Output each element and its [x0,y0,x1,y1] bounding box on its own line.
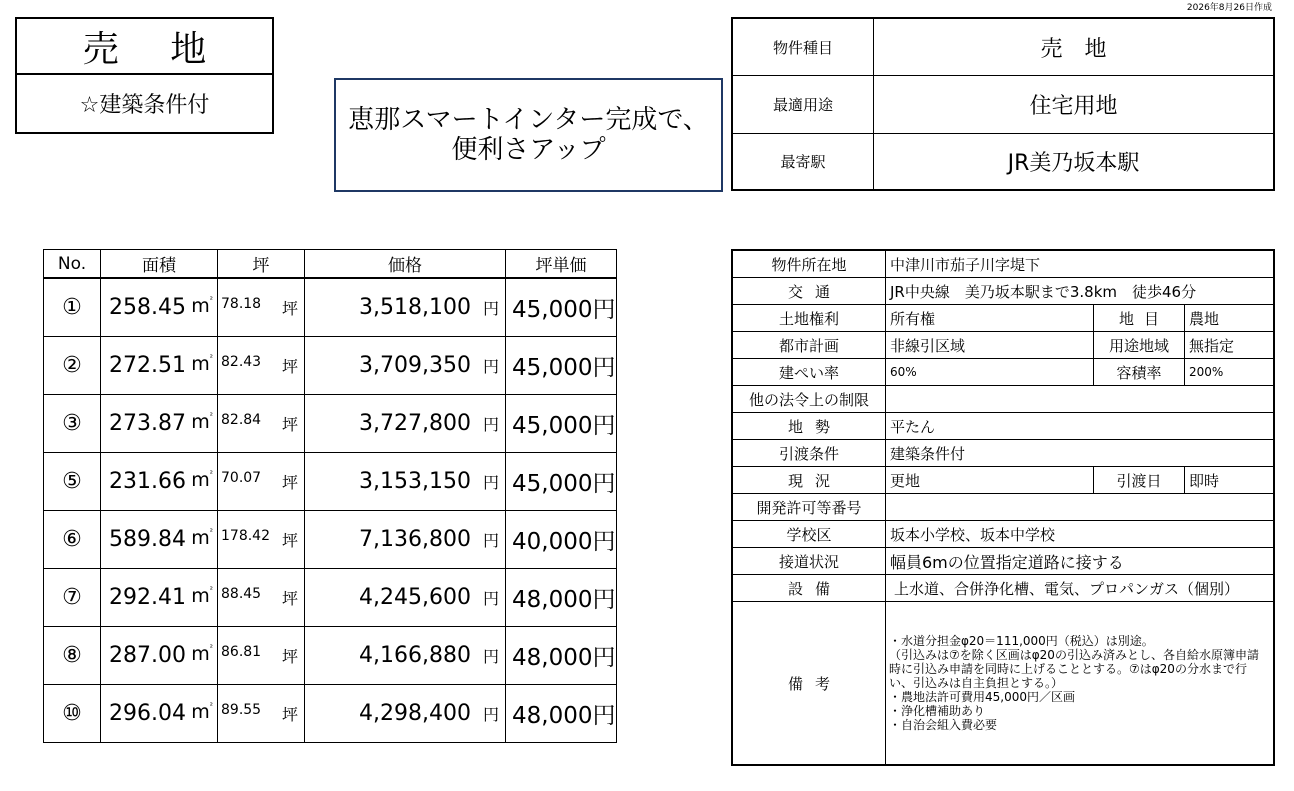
detail-row-terrain [732,413,1274,440]
area-unit-sup: ² [209,527,213,536]
price-unit: 円 [482,705,499,724]
lot-row [44,337,617,395]
lot-row [44,569,617,627]
tsubo-unit: 坪 [281,473,298,492]
lot-no: ⑦ [44,569,101,627]
header-price: 価格 [305,250,506,279]
detail-row-location [732,250,1274,278]
lot-row [44,511,617,569]
summary-value: 売 地 [874,18,1275,76]
area-unit-sup: ² [209,353,213,362]
details-table [731,249,1275,766]
detail-row-school [732,521,1274,548]
tsubo-unit: 坪 [281,589,298,608]
detail-key: 他の法令上の制限 [732,386,886,413]
detail-key: 土地権利 [732,305,886,332]
lot-unit-price: 45,000円 [506,337,617,395]
area-unit [191,411,217,433]
area-unit-text: m [191,469,210,491]
detail-value [886,494,1275,521]
detail-row-road [732,548,1274,575]
lot-unit-price: 45,000円 [506,278,617,337]
detail-key: 地目 [1094,305,1185,332]
lot-row [44,685,617,743]
notes-value [886,602,1275,766]
area-unit-text: m [191,643,210,665]
lot-price-cell [305,395,506,453]
lot-area: 273.87 [109,411,186,436]
price-unit: 円 [482,473,499,492]
area-unit [191,527,217,549]
lot-tsubo-cell [218,395,305,453]
area-unit-sup: ² [209,469,213,478]
detail-value: 所有権 [886,305,1094,332]
tsubo-unit: 坪 [281,647,298,666]
tsubo-unit: 坪 [281,299,298,318]
detail-key: 学校区 [732,521,886,548]
lot-unit-price: 48,000円 [506,685,617,743]
lot-area-cell [101,569,218,627]
lot-price: 7,136,800 [359,527,471,552]
detail-row-transport [732,278,1274,305]
area-unit-sup: ² [209,585,213,594]
header-area: 面積 [101,250,218,279]
lot-row [44,453,617,511]
header-no: No. [44,250,101,279]
lot-tsubo: 88.45 [221,586,262,602]
lot-area: 296.04 [109,701,186,726]
detail-value: 農地 [1185,305,1275,332]
lot-unit-price: 48,000円 [506,627,617,685]
lot-unit-price: 45,000円 [506,453,617,511]
price-unit: 円 [482,415,499,434]
area-unit-text: m [191,411,210,433]
lot-price: 3,153,150 [359,469,471,494]
lot-area-cell [101,278,218,337]
detail-key: 交通 [732,278,886,305]
price-unit: 円 [482,647,499,666]
detail-value: 幅員6mの位置指定道路に接する [886,548,1275,575]
detail-key: 容積率 [1094,359,1185,386]
lot-area-cell [101,511,218,569]
area-unit-sup: ² [209,295,213,304]
lot-price-cell [305,453,506,511]
lot-row [44,395,617,453]
notes-line: ・農地法許可費用45,000円／区画 [889,690,1075,704]
lot-area: 287.00 [109,643,186,668]
lot-tsubo: 86.81 [221,644,262,660]
area-unit [191,353,217,375]
detail-key: 開発許可等番号 [732,494,886,521]
area-unit-sup: ² [209,643,213,652]
price-unit: 円 [482,531,499,550]
lot-no: ⑩ [44,685,101,743]
detail-row-other-laws [732,386,1274,413]
detail-value: 200% [1185,359,1275,386]
summary-value: 住宅用地 [874,76,1275,134]
detail-value: 更地 [886,467,1094,494]
price-unit: 円 [482,299,499,318]
area-unit-text: m [191,353,210,375]
lot-area-cell [101,337,218,395]
lot-price: 3,727,800 [359,411,471,436]
area-unit [191,643,217,665]
lot-tsubo-cell [218,278,305,337]
detail-value: 建築条件付 [886,440,1275,467]
area-unit [191,469,217,491]
catch-copy-box [334,78,723,192]
lot-price-cell [305,569,506,627]
detail-key: 備考 [732,602,886,766]
lot-tsubo-cell [218,453,305,511]
summary-key: 最寄駅 [732,133,874,190]
detail-key: 物件所在地 [732,250,886,278]
lot-price-cell [305,511,506,569]
detail-key: 接道状況 [732,548,886,575]
price-unit: 円 [482,357,499,376]
lot-price: 3,709,350 [359,353,471,378]
creation-date: 2026年8月26日作成 [1186,3,1272,13]
detail-value: 上水道、合併浄化槽、電気、プロパンガス（個別） [886,575,1275,602]
detail-value: 平たん [886,413,1275,440]
lot-area-cell [101,685,218,743]
detail-key: 用途地域 [1094,332,1185,359]
detail-value: JR中央線 美乃坂本駅まで3.8km 徒歩46分 [886,278,1275,305]
lot-price: 4,166,880 [359,643,471,668]
lot-unit-price: 40,000円 [506,511,617,569]
lot-row [44,278,617,337]
lot-price-cell [305,278,506,337]
lots-header-row [44,250,617,279]
title-box [15,17,274,134]
lot-row [44,627,617,685]
lot-no: ① [44,278,101,337]
detail-value: 坂本小学校、坂本中学校 [886,521,1275,548]
lot-unit-price: 48,000円 [506,569,617,627]
catch-copy-line1: 恵那スマートインター完成で、 [348,105,709,135]
detail-row-notes [732,602,1274,766]
detail-row-land-right [732,305,1274,332]
lot-tsubo: 70.07 [221,470,262,486]
lot-no: ② [44,337,101,395]
header-unit-price: 坪単価 [506,250,617,279]
detail-row-city-plan [732,332,1274,359]
lot-tsubo-cell [218,685,305,743]
lot-area-cell [101,395,218,453]
summary-key: 物件種目 [732,18,874,76]
lot-tsubo: 89.55 [221,702,262,718]
lot-no: ⑤ [44,453,101,511]
lot-tsubo-cell [218,569,305,627]
area-unit-text: m [191,585,210,607]
detail-key: 都市計画 [732,332,886,359]
notes-line: ・水道分担金φ20＝111,000円（税込）は別途。 [889,634,1154,648]
area-unit [191,585,217,607]
lot-no: ⑥ [44,511,101,569]
lots-table [43,249,617,743]
lot-price-cell [305,337,506,395]
tsubo-unit: 坪 [281,357,298,376]
header-tsubo: 坪 [218,250,305,279]
notes-line: （引込みは⑦を除く区画はφ20の引込み済みとし、各自給水原簿申請時に引込み申請を同時に上げることとする。⑦はφ20の分水まで行い、引込みは自主負担とする。） [889,648,1259,690]
detail-row-permit-no [732,494,1274,521]
lot-area: 589.84 [109,527,186,552]
lot-price: 4,245,600 [359,585,471,610]
detail-value: 無指定 [1185,332,1275,359]
tsubo-unit: 坪 [281,705,298,724]
tsubo-unit: 坪 [281,415,298,434]
lot-price: 3,518,100 [359,295,471,320]
lot-price-cell [305,685,506,743]
summary-row [732,76,1274,134]
detail-value [886,386,1275,413]
area-unit [191,295,217,317]
lot-price: 4,298,400 [359,701,471,726]
area-unit-sup: ² [209,411,213,420]
summary-row [732,18,1274,76]
lot-tsubo-cell [218,511,305,569]
lots-body [44,278,617,743]
lot-unit-price: 45,000円 [506,395,617,453]
catch-copy-line2: 便利さアップ [451,135,606,165]
notes-line: ・浄化槽補助あり [889,704,986,718]
detail-key: 引渡条件 [732,440,886,467]
detail-row-facilities [732,575,1274,602]
detail-key: 現況 [732,467,886,494]
lot-area: 258.45 [109,295,186,320]
tsubo-unit: 坪 [281,531,298,550]
lot-area: 272.51 [109,353,186,378]
area-unit-text: m [191,295,210,317]
summary-row [732,133,1274,190]
area-unit-text: m [191,701,210,723]
detail-row-coverage [732,359,1274,386]
lot-tsubo: 78.18 [221,296,262,312]
detail-value: 60% [886,359,1094,386]
lot-no: ③ [44,395,101,453]
lot-area: 292.41 [109,585,186,610]
lot-tsubo: 82.84 [221,412,262,428]
area-unit-sup: ² [209,701,213,710]
lot-area-cell [101,627,218,685]
detail-value: 中津川市茄子川字堤下 [886,250,1275,278]
detail-key: 地勢 [732,413,886,440]
summary-key: 最適用途 [732,76,874,134]
lot-tsubo: 82.43 [221,354,262,370]
lot-area: 231.66 [109,469,186,494]
detail-key: 設備 [732,575,886,602]
page-subtitle: ☆建築条件付 [79,93,210,118]
lot-tsubo: 178.42 [221,528,270,544]
summary-value: JR美乃坂本駅 [874,133,1275,190]
detail-value: 非線引区域 [886,332,1094,359]
notes-line: ・自治会組入費必要 [889,718,998,732]
lot-area-cell [101,453,218,511]
lot-tsubo-cell [218,337,305,395]
page-title: 売 地 [17,19,272,75]
detail-key: 引渡日 [1094,467,1185,494]
detail-value: 即時 [1185,467,1275,494]
detail-key: 建ぺい率 [732,359,886,386]
price-unit: 円 [482,589,499,608]
area-unit [191,701,217,723]
area-unit-text: m [191,527,210,549]
summary-table [731,17,1275,191]
lot-price-cell [305,627,506,685]
lot-tsubo-cell [218,627,305,685]
detail-row-status [732,467,1274,494]
lot-no: ⑧ [44,627,101,685]
detail-row-delivery-cond [732,440,1274,467]
